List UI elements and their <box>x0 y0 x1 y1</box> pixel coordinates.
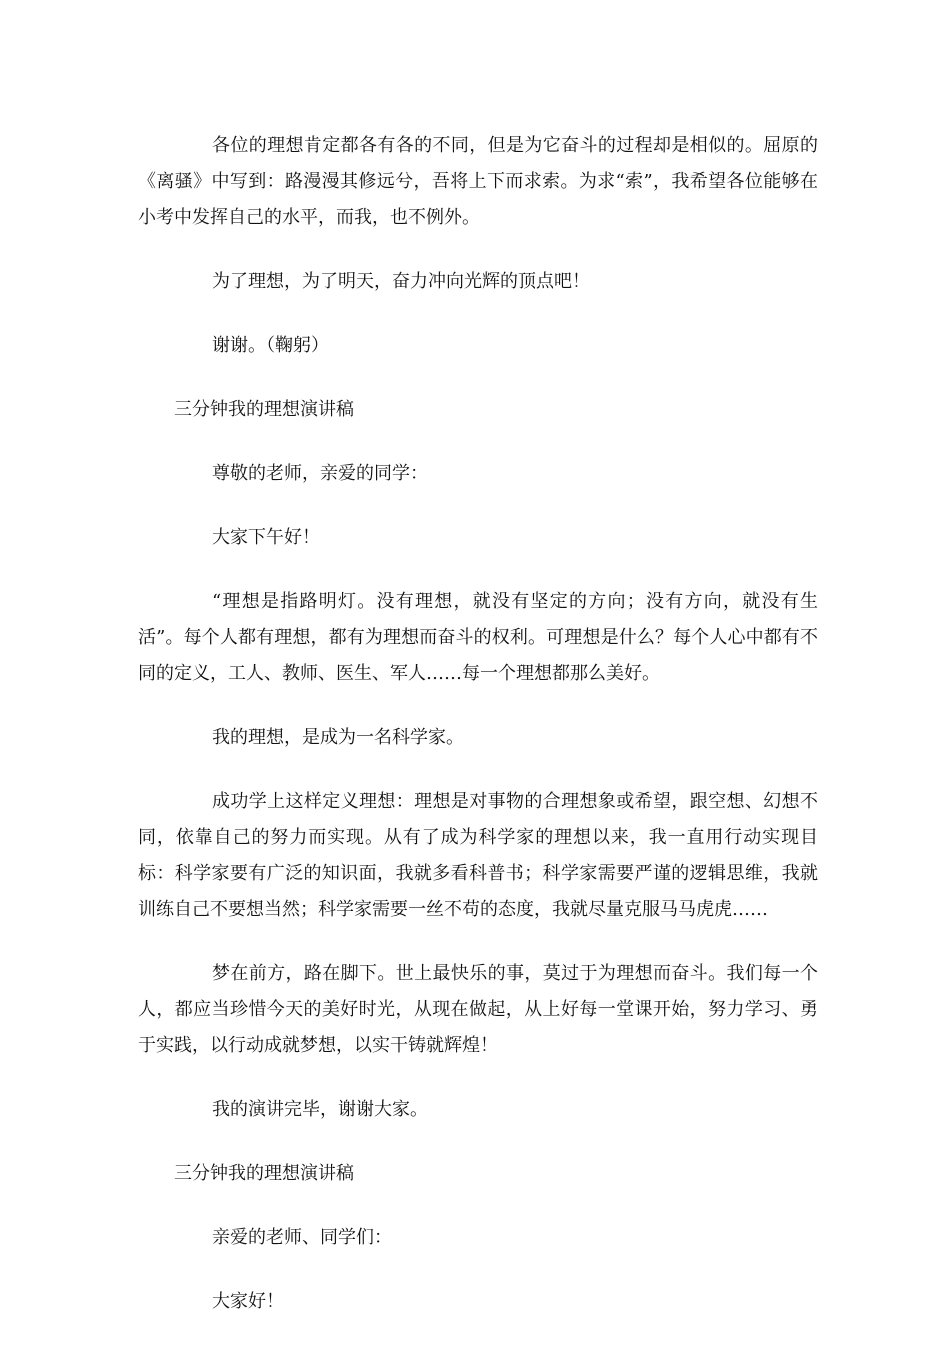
document-body <box>138 128 818 1348</box>
paragraph-dream-ahead: 梦在前方，路在脚下。世上最快乐的事，莫过于为理想而奋斗。我们每一个人，都应当珍惜今天的美好时光，从现在做起，从上好每一堂课开始，努力学习、勇于实践，以行动成就梦想，以实干铸就辉煌！ <box>138 963 818 1056</box>
paragraph-speech-end: 我的演讲完毕，谢谢大家。 <box>212 1099 428 1120</box>
section-title-1: 三分钟我的理想演讲稿 <box>174 399 354 420</box>
section-title-2: 三分钟我的理想演讲稿 <box>174 1163 354 1184</box>
paragraph-greeting-1: 尊敬的老师，亲爱的同学： <box>212 463 428 484</box>
paragraph-ideal-lamp: “理想是指路明灯。没有理想，就没有坚定的方向；没有方向，就没有生活”。每个人都有理想，都有为理想而奋斗的权利。可理想是什么？每个人心中都有不同的定义，工人、教师、医生、军人……每一个理想都那么美好。 <box>138 591 818 684</box>
paragraph-thanks-bow: 谢谢。（鞠躬） <box>212 335 329 356</box>
paragraph-definition-ideal: 成功学上这样定义理想：理想是对事物的合理想象或希望，跟空想、幻想不同，依靠自己的努力而实现。从有了成为科学家的理想以来，我一直用行动实现目标：科学家要有广泛的知识面，我就多看科普书；科学家需要严谨的逻辑思维，我就训练自己不要想当然；科学家需要一丝不苟的态度，我就尽量克服马马虎虎…… <box>138 791 818 920</box>
paragraph-hello-everyone: 大家好！ <box>212 1291 284 1312</box>
paragraph-ideals-differ: 各位的理想肯定都各有各的不同，但是为它奋斗的过程却是相似的。屈原的《离骚》中写到：路漫漫其修远兮，吾将上下而求索。为求“索”，我希望各位能够在小考中发挥自己的水平，而我，也不例外。 <box>138 135 818 228</box>
paragraph-greeting-2: 亲爱的老师、同学们： <box>212 1227 392 1248</box>
paragraph-good-afternoon: 大家下午好！ <box>212 527 320 548</box>
paragraph-for-ideals: 为了理想，为了明天，奋力冲向光辉的顶点吧！ <box>212 271 590 292</box>
paragraph-my-ideal-scientist: 我的理想，是成为一名科学家。 <box>212 727 464 748</box>
